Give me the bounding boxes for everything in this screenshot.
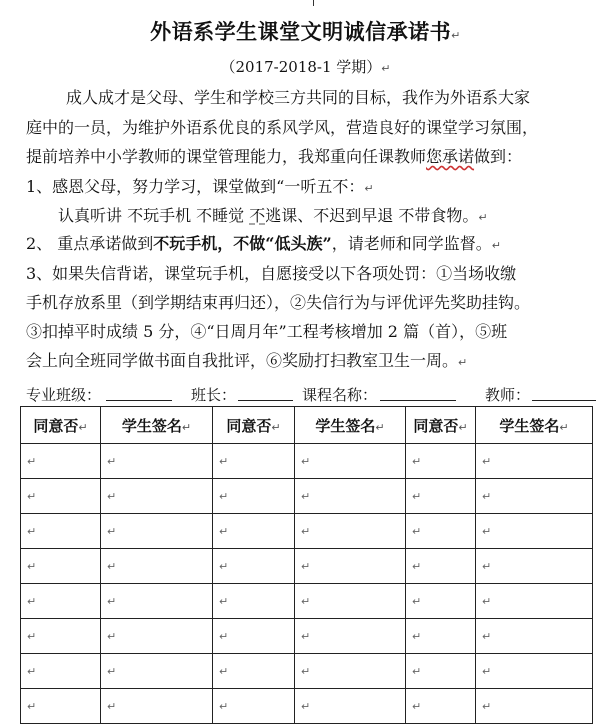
class-label: 专业班级： bbox=[26, 386, 102, 404]
signature-cell[interactable] bbox=[101, 619, 213, 654]
signature-cell[interactable] bbox=[101, 444, 213, 479]
cell-end-mark: ↵ bbox=[27, 559, 37, 573]
header-signature: 学生签名↵ bbox=[295, 407, 406, 444]
monitor-blank[interactable] bbox=[238, 400, 293, 401]
item-3-line-3[interactable]: ③扣掉平时成绩 5 分，④“日周月年”工程考核增加 2 篇（首），⑤班 bbox=[26, 322, 508, 341]
cell-end-mark: ↵ bbox=[219, 454, 229, 468]
signature-cell[interactable] bbox=[295, 549, 406, 584]
agree-cell[interactable] bbox=[213, 584, 295, 619]
table-row bbox=[21, 479, 593, 514]
agree-cell[interactable] bbox=[406, 514, 476, 549]
header-agree: 同意否↵ bbox=[213, 407, 295, 444]
header-agree: 同意否↵ bbox=[406, 407, 476, 444]
cell-end-mark: ↵ bbox=[301, 559, 311, 573]
agree-cell[interactable] bbox=[21, 514, 101, 549]
cell-end-mark: ↵ bbox=[107, 629, 117, 643]
agree-cell[interactable] bbox=[406, 584, 476, 619]
course-blank[interactable] bbox=[380, 400, 456, 401]
signature-cell[interactable] bbox=[295, 619, 406, 654]
cell-end-mark: ↵ bbox=[482, 559, 492, 573]
cell-end-mark: ↵ bbox=[219, 664, 229, 678]
cell-end-mark: ↵ bbox=[27, 454, 37, 468]
paragraph-mark: ↵ bbox=[451, 29, 461, 42]
cell-end-mark: ↵ bbox=[27, 524, 37, 538]
semester-line[interactable] bbox=[0, 56, 611, 77]
header-signature: 学生签名↵ bbox=[476, 407, 593, 444]
table-row bbox=[21, 514, 593, 549]
cell-end-mark: ↵ bbox=[482, 699, 492, 713]
semester-text: （2017-2018-1 学期） bbox=[220, 58, 382, 76]
signature-cell[interactable] bbox=[476, 619, 593, 654]
signature-cell[interactable] bbox=[295, 654, 406, 689]
signature-cell[interactable] bbox=[295, 444, 406, 479]
signature-cell[interactable] bbox=[295, 584, 406, 619]
table-row bbox=[21, 689, 593, 724]
cell-end-mark: ↵ bbox=[412, 629, 422, 643]
signature-cell[interactable] bbox=[295, 479, 406, 514]
agree-cell[interactable] bbox=[21, 584, 101, 619]
cell-end-mark: ↵ bbox=[301, 594, 311, 608]
cell-end-mark: ↵ bbox=[412, 489, 422, 503]
signature-cell[interactable] bbox=[476, 654, 593, 689]
cell-end-mark: ↵ bbox=[27, 594, 37, 608]
agree-cell[interactable] bbox=[213, 549, 295, 584]
agree-cell[interactable] bbox=[213, 654, 295, 689]
agree-cell[interactable] bbox=[21, 654, 101, 689]
spellcheck-flagged-text: 您承诺 bbox=[426, 147, 475, 166]
cell-end-mark: ↵ bbox=[412, 454, 422, 468]
class-blank[interactable] bbox=[106, 400, 172, 401]
signature-cell[interactable] bbox=[101, 479, 213, 514]
signature-cell[interactable] bbox=[476, 514, 593, 549]
header-signature: 学生签名↵ bbox=[101, 407, 213, 444]
cell-end-mark: ↵ bbox=[219, 594, 229, 608]
monitor-label: 班长： bbox=[191, 386, 237, 404]
agree-cell[interactable] bbox=[213, 479, 295, 514]
bold-commitment-text: 不玩手机，不做“低头族” bbox=[153, 234, 332, 253]
table-row bbox=[21, 619, 593, 654]
signature-cell[interactable] bbox=[476, 689, 593, 724]
signature-cell[interactable] bbox=[476, 584, 593, 619]
cell-end-mark: ↵ bbox=[107, 489, 117, 503]
agree-cell[interactable] bbox=[213, 444, 295, 479]
signature-cell[interactable] bbox=[101, 584, 213, 619]
agree-cell[interactable] bbox=[406, 444, 476, 479]
cell-end-mark: ↵ bbox=[107, 559, 117, 573]
signature-cell[interactable] bbox=[101, 514, 213, 549]
cell-end-mark: ↵ bbox=[412, 699, 422, 713]
cell-end-mark: ↵ bbox=[412, 559, 422, 573]
signature-cell[interactable] bbox=[476, 444, 593, 479]
signature-cell[interactable] bbox=[476, 549, 593, 584]
signature-cell[interactable] bbox=[101, 549, 213, 584]
cell-end-mark: ↵ bbox=[301, 664, 311, 678]
cell-end-mark: ↵ bbox=[482, 454, 492, 468]
intro-line-1[interactable]: 成人成才是父母、学生和学校三方共同的目标，我作为外语系大家 bbox=[66, 88, 531, 107]
cell-end-mark: ↵ bbox=[482, 664, 492, 678]
agree-cell[interactable] bbox=[21, 444, 101, 479]
cell-end-mark: ↵ bbox=[301, 629, 311, 643]
table-row bbox=[21, 584, 593, 619]
cell-end-mark: ↵ bbox=[301, 699, 311, 713]
intro-line-3[interactable]: 提前培养中小学教师的课堂管理能力，我郑重向任课教师您承诺做到： bbox=[26, 147, 523, 166]
course-label: 课程名称： bbox=[302, 386, 378, 404]
intro-line-2[interactable]: 庭中的一员，为维护外语系优良的系风学风，营造良好的课堂学习氛围， bbox=[26, 118, 539, 137]
cell-end-mark: ↵ bbox=[219, 559, 229, 573]
agree-cell[interactable] bbox=[21, 549, 101, 584]
title-text: 外语系学生课堂文明诚信承诺书 bbox=[150, 19, 452, 44]
cell-end-mark: ↵ bbox=[412, 664, 422, 678]
signature-cell[interactable] bbox=[101, 654, 213, 689]
item-3-line-2[interactable]: 手机存放系里（到学期结束再归还），②失信行为与评优评先奖助挂钩。 bbox=[26, 293, 531, 312]
signature-cell[interactable] bbox=[476, 479, 593, 514]
cell-end-mark: ↵ bbox=[107, 664, 117, 678]
cell-end-mark: ↵ bbox=[107, 699, 117, 713]
agree-cell[interactable] bbox=[406, 479, 476, 514]
paragraph-mark: ↵ bbox=[478, 211, 488, 224]
signature-cell[interactable] bbox=[295, 514, 406, 549]
item-3-line-4[interactable]: 会上向全班同学做书面自我批评，⑥奖励打扫教室卫生一周。↵ bbox=[26, 351, 468, 370]
item-2-line[interactable]: 2、 重点承诺做到不玩手机，不做“低头族”，请老师和同学监督。↵ bbox=[26, 234, 501, 253]
cell-end-mark: ↵ bbox=[482, 629, 492, 643]
item-1-line[interactable]: 1、感恩父母，努力学习，课堂做到“一听五不：↵ bbox=[26, 177, 374, 196]
cell-end-mark: ↵ bbox=[219, 629, 229, 643]
cell-end-mark: ↵ bbox=[219, 489, 229, 503]
text-cursor bbox=[313, 0, 314, 6]
agree-cell[interactable] bbox=[213, 514, 295, 549]
cell-end-mark: ↵ bbox=[412, 524, 422, 538]
cell-end-mark: ↵ bbox=[27, 489, 37, 503]
cell-end-mark: ↵ bbox=[219, 699, 229, 713]
paragraph-mark: ↵ bbox=[458, 356, 468, 369]
item-3-line-1[interactable]: 3、如果失信背诺，课堂玩手机，自愿接受以下各项处罚：①当场收缴 bbox=[26, 264, 517, 283]
signature-table bbox=[20, 406, 593, 724]
agree-cell[interactable] bbox=[406, 689, 476, 724]
agree-cell[interactable] bbox=[21, 619, 101, 654]
paragraph-mark: ↵ bbox=[364, 182, 374, 195]
cell-end-mark: ↵ bbox=[482, 594, 492, 608]
signature-cell[interactable] bbox=[295, 689, 406, 724]
dashed-underlined-text: 不 bbox=[249, 206, 266, 225]
paragraph-mark: ↵ bbox=[491, 239, 501, 252]
cell-end-mark: ↵ bbox=[107, 594, 117, 608]
header-agree: 同意否↵ bbox=[21, 407, 101, 444]
paragraph-mark: ↵ bbox=[381, 62, 391, 75]
cell-end-mark: ↵ bbox=[301, 489, 311, 503]
document-title[interactable] bbox=[0, 16, 611, 46]
table-row bbox=[21, 654, 593, 689]
teacher-blank[interactable] bbox=[532, 400, 596, 401]
cell-end-mark: ↵ bbox=[27, 699, 37, 713]
table-row bbox=[21, 549, 593, 584]
cell-end-mark: ↵ bbox=[412, 594, 422, 608]
item-1-detail-line[interactable]: 认真听讲 不玩手机 不睡觉 不逃课、不迟到早退 不带食物。↵ bbox=[58, 206, 488, 225]
agree-cell[interactable] bbox=[406, 549, 476, 584]
cell-end-mark: ↵ bbox=[27, 664, 37, 678]
agree-cell[interactable] bbox=[213, 689, 295, 724]
agree-cell[interactable] bbox=[406, 619, 476, 654]
cell-end-mark: ↵ bbox=[107, 454, 117, 468]
signature-cell[interactable] bbox=[101, 689, 213, 724]
table-header-row bbox=[21, 407, 593, 444]
cell-end-mark: ↵ bbox=[301, 454, 311, 468]
table-row bbox=[21, 444, 593, 479]
cell-end-mark: ↵ bbox=[482, 489, 492, 503]
teacher-label: 教师： bbox=[485, 386, 531, 404]
agree-cell[interactable] bbox=[21, 689, 101, 724]
agree-cell[interactable] bbox=[406, 654, 476, 689]
agree-cell[interactable] bbox=[21, 479, 101, 514]
cell-end-mark: ↵ bbox=[27, 629, 37, 643]
cell-end-mark: ↵ bbox=[301, 524, 311, 538]
agree-cell[interactable] bbox=[213, 619, 295, 654]
cell-end-mark: ↵ bbox=[107, 524, 117, 538]
cell-end-mark: ↵ bbox=[482, 524, 492, 538]
cell-end-mark: ↵ bbox=[219, 524, 229, 538]
